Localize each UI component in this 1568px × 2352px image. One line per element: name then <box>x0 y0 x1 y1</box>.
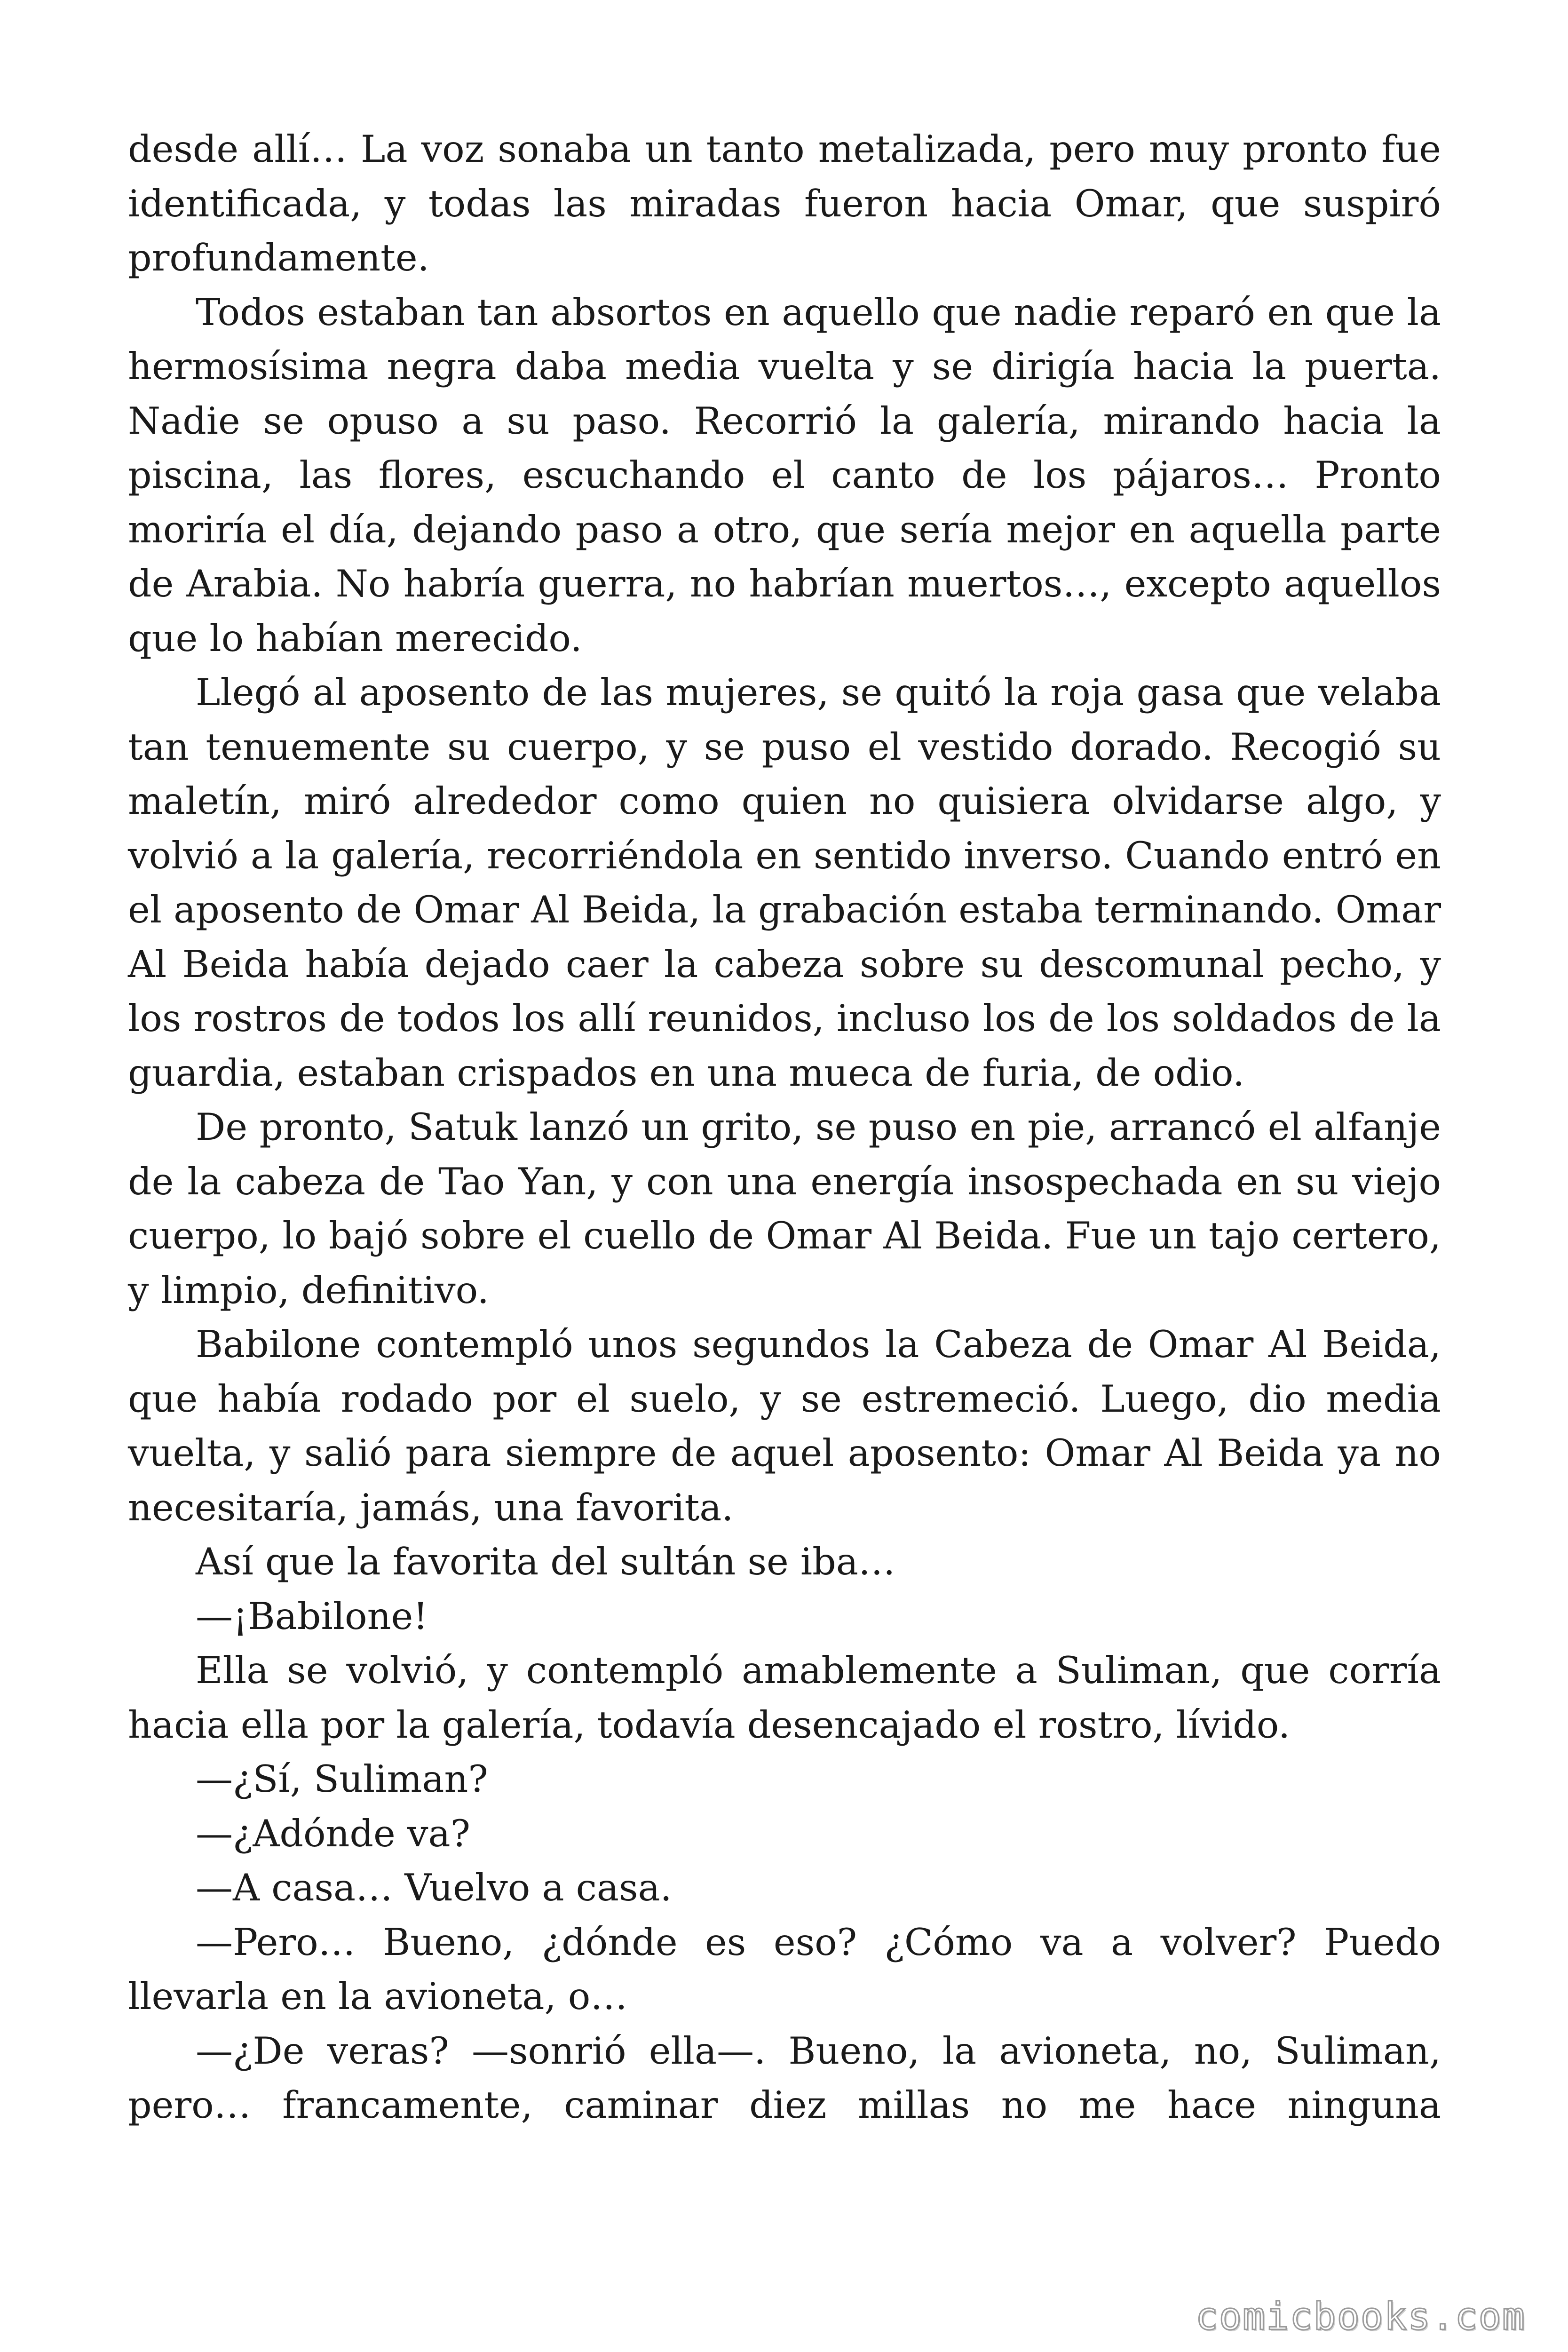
dialogue-line: —¿De veras? —sonrió ella—. Bueno, la avioneta, no, Suliman, pero… francamente, caminar diez millas no me hace ninguna <box>128 2029 1441 2127</box>
paragraph: Todos estaban tan absortos en aquello que nadie reparó en que la hermosísima negra daba media vuelta y se dirigía hacia la puerta. Nadie se opuso a su paso. Recorrió la galería, mirando hacia la piscina, las flores, escuchando el canto de los pájaros… Pronto moriría el día, dejando paso a otro, que sería mejor en aquella parte de Arabia. No habría guerra, no habrían muertos…, excepto aquellos que lo habían merecido. <box>128 290 1441 660</box>
paragraph: desde allí… La voz sonaba un tanto metalizada, pero muy pronto fue identificada, y todas las miradas fueron hacia Omar, que suspiró profundamente. <box>128 127 1441 279</box>
paragraph: De pronto, Satuk lanzó un grito, se puso en pie, arrancó el alfanje de la cabeza de Tao Yan, y con una energía insospechada en su viejo cuerpo, lo bajó sobre el cuello de Omar Al Beida. Fue un tajo certero, y limpio, definitivo. <box>128 1105 1441 1312</box>
paragraph: Ella se volvió, y contempló amablemente a Suliman, que corría hacia ella por la galería, todavía desencajado el rostro, lívido. <box>128 1649 1441 1747</box>
watermark: comicbooks.com <box>1195 2295 1526 2338</box>
body-text <box>128 122 1441 2133</box>
paragraph: Llegó al aposento de las mujeres, se quitó la roja gasa que velaba tan tenuemente su cuerpo, y se puso el vestido dorado. Recogió su maletín, miró alrededor como quien no quisiera olvidarse algo, y volvió a la galería, recorriéndola en sentido inverso. Cuando entró en el aposento de Omar Al Beida, la grabación estaba terminando. Omar Al Beida había dejado caer la cabeza sobre su descomunal pecho, y los rostros de todos los allí reunidos, incluso los de los soldados de la guardia, estaban crispados en una mueca de furia, de odio. <box>128 671 1441 1095</box>
dialogue-line: —Pero… Bueno, ¿dónde es eso? ¿Cómo va a volver? Puedo llevarla en la avioneta, o… <box>128 1920 1441 2018</box>
dialogue-line: —¿Sí, Suliman? <box>196 1757 488 1801</box>
paragraph: Babilone contempló unos segundos la Cabeza de Omar Al Beida, que había rodado por el suelo, y se estremeció. Luego, dio media vuelta, y salió para siempre de aquel aposento: Omar Al Beida ya no necesitaría, jamás, una favorita. <box>128 1323 1441 1529</box>
paragraph: Así que la favorita del sultán se iba… <box>196 1540 895 1583</box>
dialogue-line: —A casa… Vuelvo a casa. <box>196 1866 672 1909</box>
dialogue-line: —¡Babilone! <box>196 1594 428 1638</box>
dialogue-line: —¿Adónde va? <box>196 1812 470 1855</box>
